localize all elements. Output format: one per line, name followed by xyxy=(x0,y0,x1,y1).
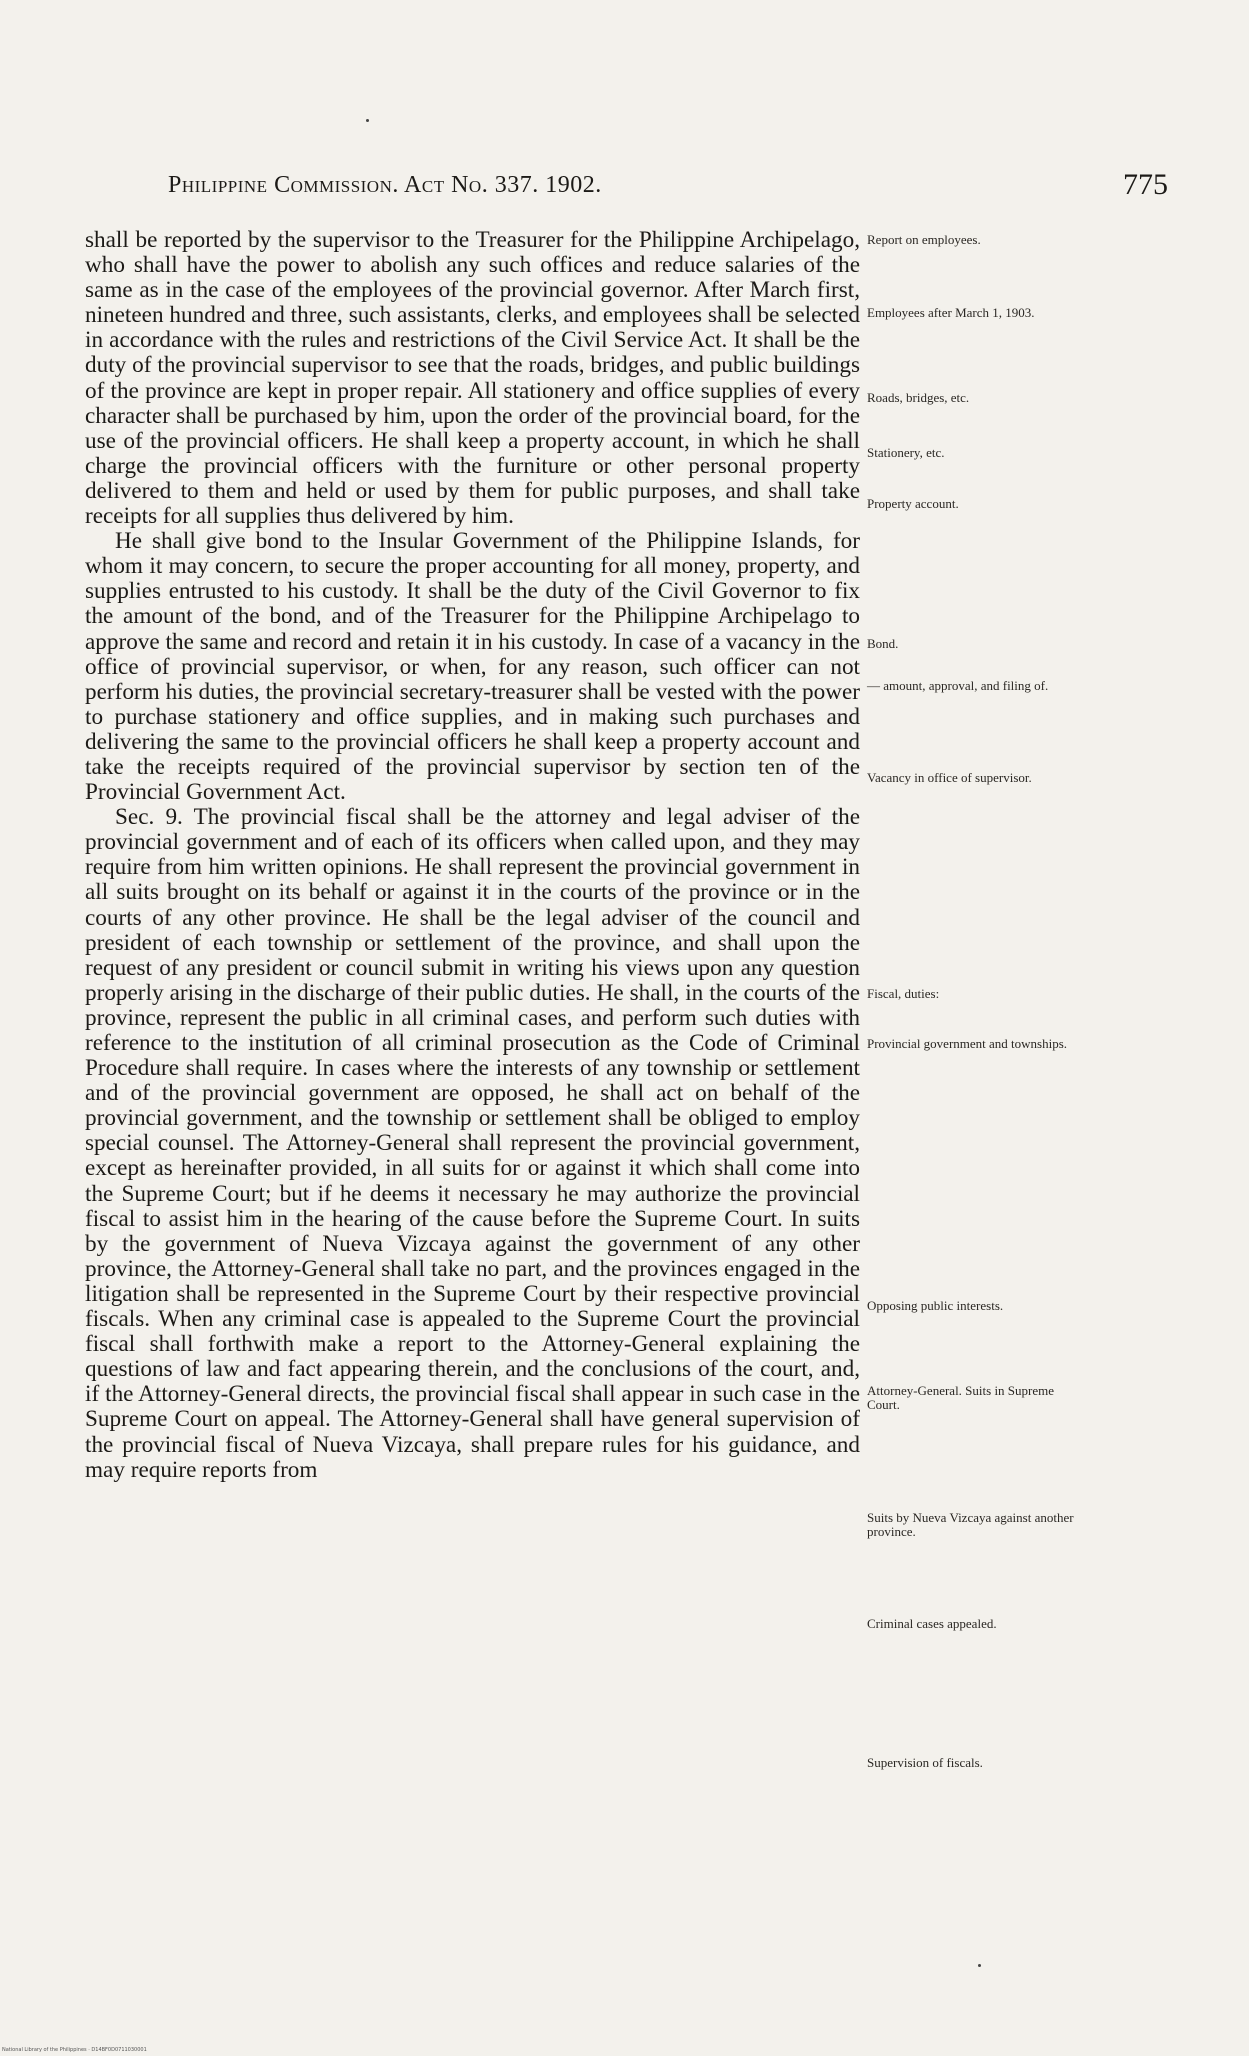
margin-note: Vacancy in office of supervisor. xyxy=(867,770,1032,785)
paragraph-3: Sec. 9. The provincial fiscal shall be the attorney and legal adviser of the provincial government and of each of its officers when called upon, and they may require from him written opinions. He shall represent the provincial government in all suits brought on its behalf or against it in the courts of the province or in the courts of any other province. He shall be the legal adviser of the council and president of each township or settlement of the province, and shall upon the request of any president or council submit in writing his views upon any question properly arising in the discharge of their public duties. He shall, in the courts of the province, represent the public in all criminal cases, and perform such duties with reference to the institution of all criminal prosecution as the Code of Criminal Procedure shall require. In cases where the interests of any township or settlement and of the provincial government are opposed, he shall act on behalf of the provincial government, and the township or settlement shall be obliged to employ special counsel. The Attorney-General shall represent the provincial government, except as hereinafter provided, in all suits for or against it which shall come into the Supreme Court; but if he deems it necessary he may authorize the provincial fiscal to assist him in the hearing of the cause before the Supreme Court. In suits by the government of Nueva Vizcaya against the government of any other province, the Attorney-General shall take no part, and the provinces engaged in the litigation shall be represented in the Supreme Court by their respective provincial fiscals. When any criminal case is appealed to the Supreme Court the provincial fiscal shall forthwith make a report to the Attorney-General explaining the questions of law and fact appearing therein, and the conclusions of the court, and, if the Attorney-General directs, the provincial fiscal shall appear in such case in the Supreme Court on appeal. The Attorney-General shall have general supervision of the provincial fiscal of Nueva Vizcaya, shall prepare rules for his guidance, and may require reports from xyxy=(85,804,860,1483)
margin-note: Property account. xyxy=(867,496,959,511)
margin-note: — amount, approval, and filing of. xyxy=(867,678,1049,693)
paragraph-2: He shall give bond to the Insular Government of the Philippine Islands, for whom it may concern, to secure the proper accounting for all money, property, and supplies entrusted to his custody. It shall be the duty of the Civil Governor to fix the amount of the bond, and of the Treasurer for the Philippine Archipelago to approve the same and record and retain it in his custody. In case of a vacancy in the office of provincial supervisor, or when, for any reason, such officer can not perform his duties, the provincial secretary-treasurer shall be vested with the power to purchase stationery and office supplies, and in making such purchases and delivering the same to the provincial officers he shall keep a property account and take the receipts required of the provincial supervisor by section ten of the Provincial Government Act. xyxy=(85,528,860,806)
margin-note: Opposing public interests. xyxy=(867,1298,1004,1313)
paragraph-1: shall be reported by the supervisor to the Treasurer for the Philippine Archipelago, who shall have the power to abolish any such offices and reduce salaries of the same as in the case of the employees of the provincial governor. After March first, nineteen hundred and three, such assistants, clerks, and employees shall be selected in accordance with the rules and restrictions of the Civil Service Act. It shall be the duty of the provincial supervisor to see that the roads, bridges, and public buildings of the province are kept in proper repair. All stationery and office supplies of every character shall be purchased by him, upon the order of the provincial board, for the use of the provincial officers. He shall keep a property account, in which he shall charge the provincial officers with the furniture or other personal property delivered to them and held or used by them for public purposes, and shall take receipts for all supplies thus delivered by him. xyxy=(85,227,860,530)
scan-speck xyxy=(366,119,369,122)
margin-note: Roads, bridges, etc. xyxy=(867,390,970,405)
margin-note: Criminal cases appealed. xyxy=(867,1616,997,1631)
scan-footer-mark: National Library of the Philippines · D14BF0D0711030001 xyxy=(2,2047,147,2053)
margin-note: Stationery, etc. xyxy=(867,445,945,460)
scan-speck xyxy=(978,1964,981,1967)
margin-note: Supervision of fiscals. xyxy=(867,1755,983,1770)
margin-note: Attorney-General. Suits in Supreme Court. xyxy=(867,1383,1055,1412)
running-head-title: Philippine Commission. Act No. 337. 1902. xyxy=(168,172,602,198)
page-number: 775 xyxy=(1123,168,1168,201)
margin-note: Fiscal, duties: xyxy=(867,986,940,1001)
margin-note: Provincial government and townships. xyxy=(867,1036,1068,1051)
margin-note: Report on employees. xyxy=(867,232,981,247)
margin-note: Suits by Nueva Vizcaya against another province. xyxy=(867,1510,1074,1539)
margin-note: Bond. xyxy=(867,636,899,651)
margin-note: Employees after March 1, 1903. xyxy=(867,305,1035,320)
